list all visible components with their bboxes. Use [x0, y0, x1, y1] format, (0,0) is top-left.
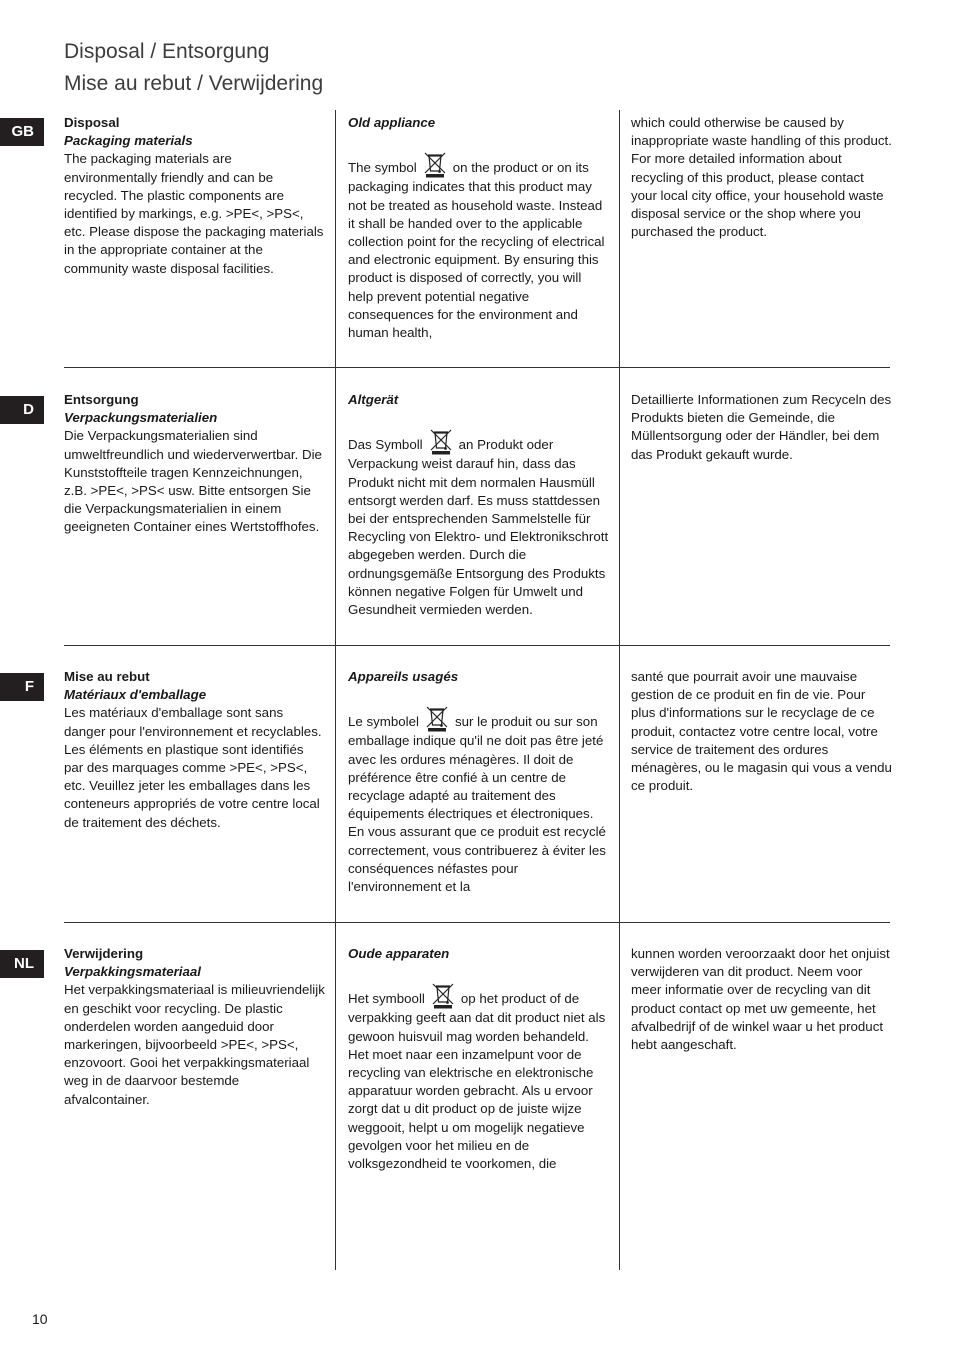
weee-bin-icon	[420, 150, 450, 178]
nl-packaging-text: Het verpakkingsmateriaal is milieuvriendelijk en geschikt voor recycling. De plastic onderdelen worden aangeduid door markeringen, bijvoorbeeld >PE<, >PS<, enzovoort. Gooi het verpakkingsmateriaal weg in de daarvoor bestemde afvalcontainer.	[64, 982, 325, 1107]
nl-packaging-title: Verpakkingsmateriaal	[64, 964, 201, 980]
f-continued-text: santé que pourrait avoir une mauvaise gestion de ce produit en fin de vie. Pour plus d'informations sur le recyclage de ce produit, contactez votre centre local, votre service de traitement des ordures ménagères, ou le magasin qui vous a vendu ce produit.	[631, 669, 892, 794]
d-continued-column	[631, 391, 893, 464]
f-old-appliance-title: Appareils usagés	[348, 669, 459, 684]
f-symbol-text-after: sur le produit ou sur son emballage indique qu'il ne doit pas être jeté avec les ordures ménagères. Il doit de préférence être confié à un centre de recyclage adapté au traitement des équipements électriques et électroniques. En vous assurant que ce produit est recyclé correctement, vous contribuerez à éviter les conséquences néfastes pour l'environnement et la	[348, 714, 606, 895]
language-tab-f: F	[0, 673, 44, 701]
nl-packaging-column	[64, 945, 326, 1109]
page-title-line-2: Mise au rebut / Verwijdering	[64, 72, 324, 95]
section-divider-1	[64, 367, 890, 368]
d-old-appliance-column	[348, 391, 610, 619]
d-packaging-column	[64, 391, 326, 537]
d-packaging-text: Die Verpackungsmaterialien sind umweltfreundlich und wiederverwertbar. Die Kunststoffteile tragen Kennzeichnungen, z.B. >PE<, >PS< usw. Bitte entsorgen Sie die Verpackungsmaterialien in einem geeigneten Container eines Wertstoffhofes.	[64, 428, 322, 535]
weee-bin-icon	[422, 704, 452, 732]
f-spacer	[348, 686, 610, 704]
page-number: 10	[32, 1311, 48, 1327]
gb-continued-column	[631, 114, 893, 241]
column-divider-2	[619, 110, 620, 1270]
gb-section-heading: Disposal	[64, 115, 120, 130]
nl-symbol-text-after: op het product of de verpakking geeft aan dat dit product niet als gewoon huisvuil mag worden behandeld. Het moet naar een inzamelpunt voor de recycling van elektrische en elektronische apparatuur worden gebracht. Als u ervoor zorgt dat u dit product op de juiste wijze weggooit, helpt u om mogelijk negatieve gevolgen voor het milieu en de volksgezondheid te voorkomen, die	[348, 991, 606, 1172]
f-packaging-column	[64, 668, 326, 832]
language-tab-nl: NL	[0, 950, 44, 978]
gb-old-appliance-title: Old appliance	[348, 115, 436, 130]
f-packaging-title: Matériaux d'emballage	[64, 687, 207, 703]
gb-symbol-text-after: on the product or on its packaging indicates that this product may not be treated as household waste. Instead it shall be handed over to the applicable collection point for the recycling of electrical and electronic equipment. By ensuring this product is disposed of correctly, you will help prevent potential negative consequences for the environment and human health,	[348, 160, 605, 341]
f-continued-column	[631, 668, 893, 795]
section-divider-2	[64, 645, 890, 646]
gb-spacer	[348, 132, 610, 150]
d-symbol-text-after: an Produkt oder Verpackung weist darauf hin, dass das Produkt nicht mit dem normalen Hausmüll entsorgt werden darf. Es muss stattdessen bei der entsprechenden Sammelstelle für Recycling von Elektro- und Elektronikschrott abgegeben werden. Durch die ordnungsgemäße Entsorgung des Produkts können negative Folgen für Umwelt und Gesundheit vermieden werden.	[348, 437, 609, 618]
weee-bin-icon	[426, 427, 456, 455]
d-continued-text: Detaillierte Informationen zum Recyceln des Produkts bieten die Gemeinde, die Müllentsorgung oder der Händler, bei dem das Produkt gekauft wurde.	[631, 392, 892, 462]
f-packaging-text: Les matériaux d'emballage sont sans danger pour l'environnement et recyclables. Les éléments en plastique sont identifiés par des marquages comme >PE<, >PS<, etc. Veuillez jeter les emballages dans les conteneurs appropriés de votre centre local de traitement des déchets.	[64, 705, 322, 830]
nl-symbol-text-before: Het symbooll	[348, 991, 425, 1007]
gb-packaging-text: The packaging materials are environmentally friendly and can be recycled. The plastic components are identified by markings, e.g. >PE<, >PS<, etc. Please dispose the packaging materials in the appropriate container at the community waste disposal facilities.	[64, 151, 324, 276]
d-symbol-text-before: Das Symboll	[348, 437, 423, 453]
section-divider-3	[64, 922, 890, 923]
language-tab-d: D	[0, 396, 44, 424]
nl-section-heading: Verwijdering	[64, 946, 144, 961]
d-old-appliance-title: Altgerät	[348, 392, 399, 407]
page-title-line-1: Disposal / Entsorgung	[64, 40, 270, 63]
nl-old-appliance-column	[348, 945, 610, 1173]
gb-continued-text: which could otherwise be caused by inappropriate waste handling of this product. For more detailed information about recycling of this product, please contact your local city office, your household waste disposal service or the shop where you purchased the product.	[631, 115, 892, 240]
gb-packaging-title: Packaging materials	[64, 133, 193, 149]
f-old-appliance-text	[348, 704, 610, 896]
column-divider-1	[335, 110, 336, 1270]
nl-old-appliance-title: Oude apparaten	[348, 946, 450, 961]
f-symbol-text-before: Le symbolel	[348, 714, 419, 730]
gb-old-appliance-text	[348, 150, 610, 342]
gb-symbol-text-before: The symbol	[348, 160, 417, 176]
d-spacer	[348, 409, 610, 427]
f-old-appliance-column	[348, 668, 610, 896]
f-section-heading: Mise au rebut	[64, 669, 150, 684]
d-packaging-title: Verpackungsmaterialien	[64, 410, 218, 426]
nl-spacer	[348, 963, 610, 981]
d-section-heading: Entsorgung	[64, 392, 139, 407]
nl-old-appliance-text	[348, 981, 610, 1173]
weee-bin-icon	[428, 981, 458, 1009]
gb-old-appliance-column	[348, 114, 610, 342]
d-old-appliance-text	[348, 427, 610, 619]
gb-packaging-column	[64, 114, 326, 278]
nl-continued-column	[631, 945, 893, 1054]
nl-continued-text: kunnen worden veroorzaakt door het onjuist verwijderen van dit product. Neem voor meer informatie over de recycling van dit product contact op met uw gemeente, het afvalbedrijf of de winkel waar u het product hebt aangeschaft.	[631, 946, 890, 1053]
language-tab-gb: GB	[0, 118, 44, 146]
